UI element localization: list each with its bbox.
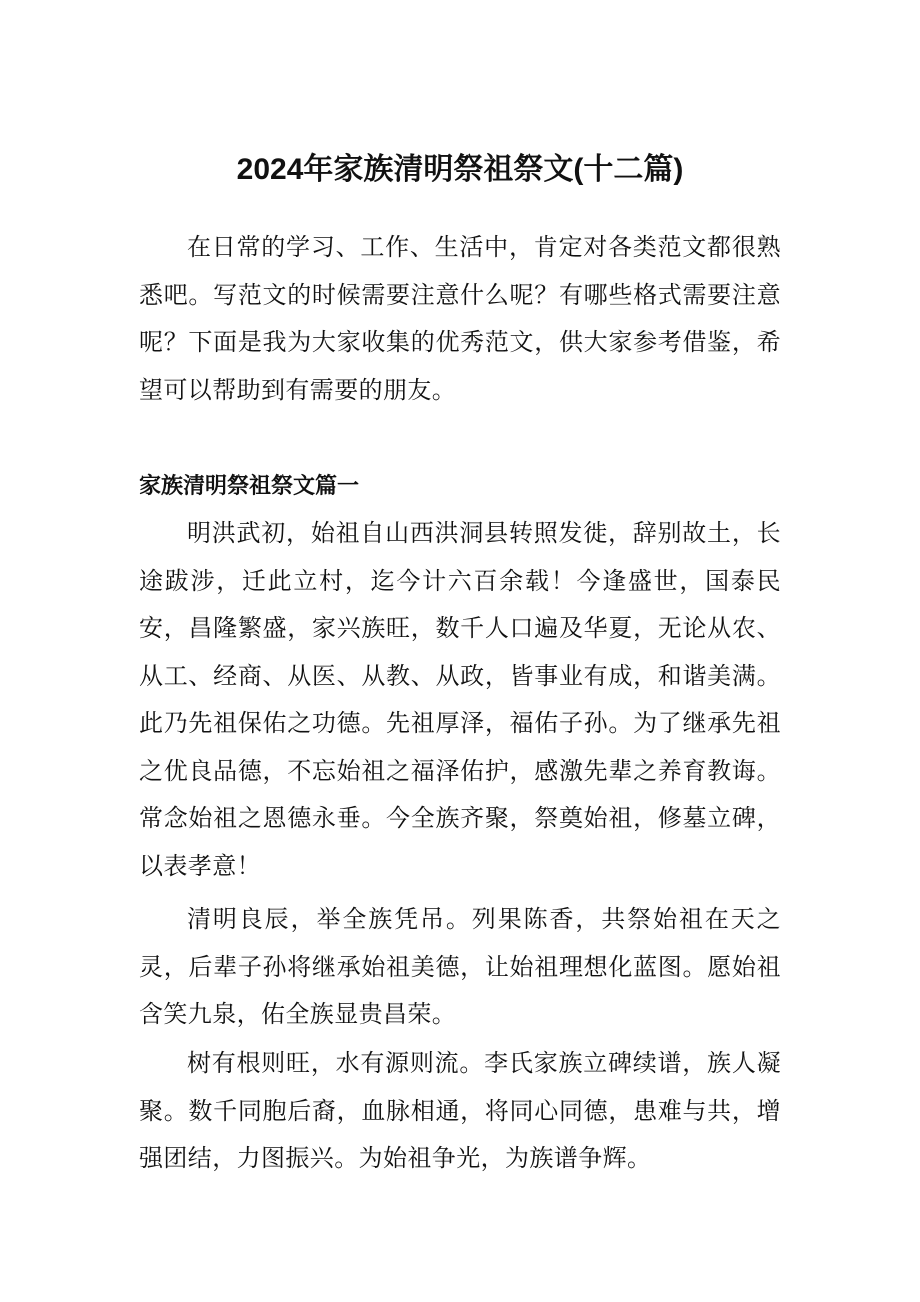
document-title: 2024年家族清明祭祖祭文(十二篇) xyxy=(236,153,684,186)
body-paragraph-2: 清明良辰，举全族凭吊。列果陈香，共祭始祖在天之灵，后辈子孙将继承始祖美德，让始祖理想化蓝图。愿始祖含笑九泉，佑全族显贵昌荣。 xyxy=(139,905,781,1028)
section-heading: 家族清明祭祖祭文篇一 xyxy=(139,473,360,499)
body-paragraph-1: 明洪武初，始祖自山西洪洞县转照发徙，辞别故土，长途跋涉，迁此立村，迄今计六百余载！今逢盛世，国泰民安，昌隆繁盛，家兴族旺，数千人口遍及华夏，无论从农、从工、经商、从医、从教、从政，皆事业有成，和谐美满。此乃先祖保佑之功德。先祖厚泽，福佑子孙。为了继承先祖之优良品德，不忘始祖之福泽佑护，感激先辈之养育教诲。常念始祖之恩德永垂。今全族齐聚，祭奠始祖，修墓立碑，以表孝意！ xyxy=(139,519,781,880)
intro-paragraph: 在日常的学习、工作、生活中，肯定对各类范文都很熟悉吧。写范文的时候需要注意什么呢？有哪些格式需要注意呢？下面是我为大家收集的优秀范文，供大家参考借鉴，希望可以帮助到有需要的朋友。 xyxy=(139,233,781,404)
body-paragraph-3: 树有根则旺，水有源则流。李氏家族立碑续谱，族人凝聚。数千同胞后裔，血脉相通，将同心同德，患难与共，增强团结，力图振兴。为始祖争光，为族谱争辉。 xyxy=(139,1049,781,1172)
